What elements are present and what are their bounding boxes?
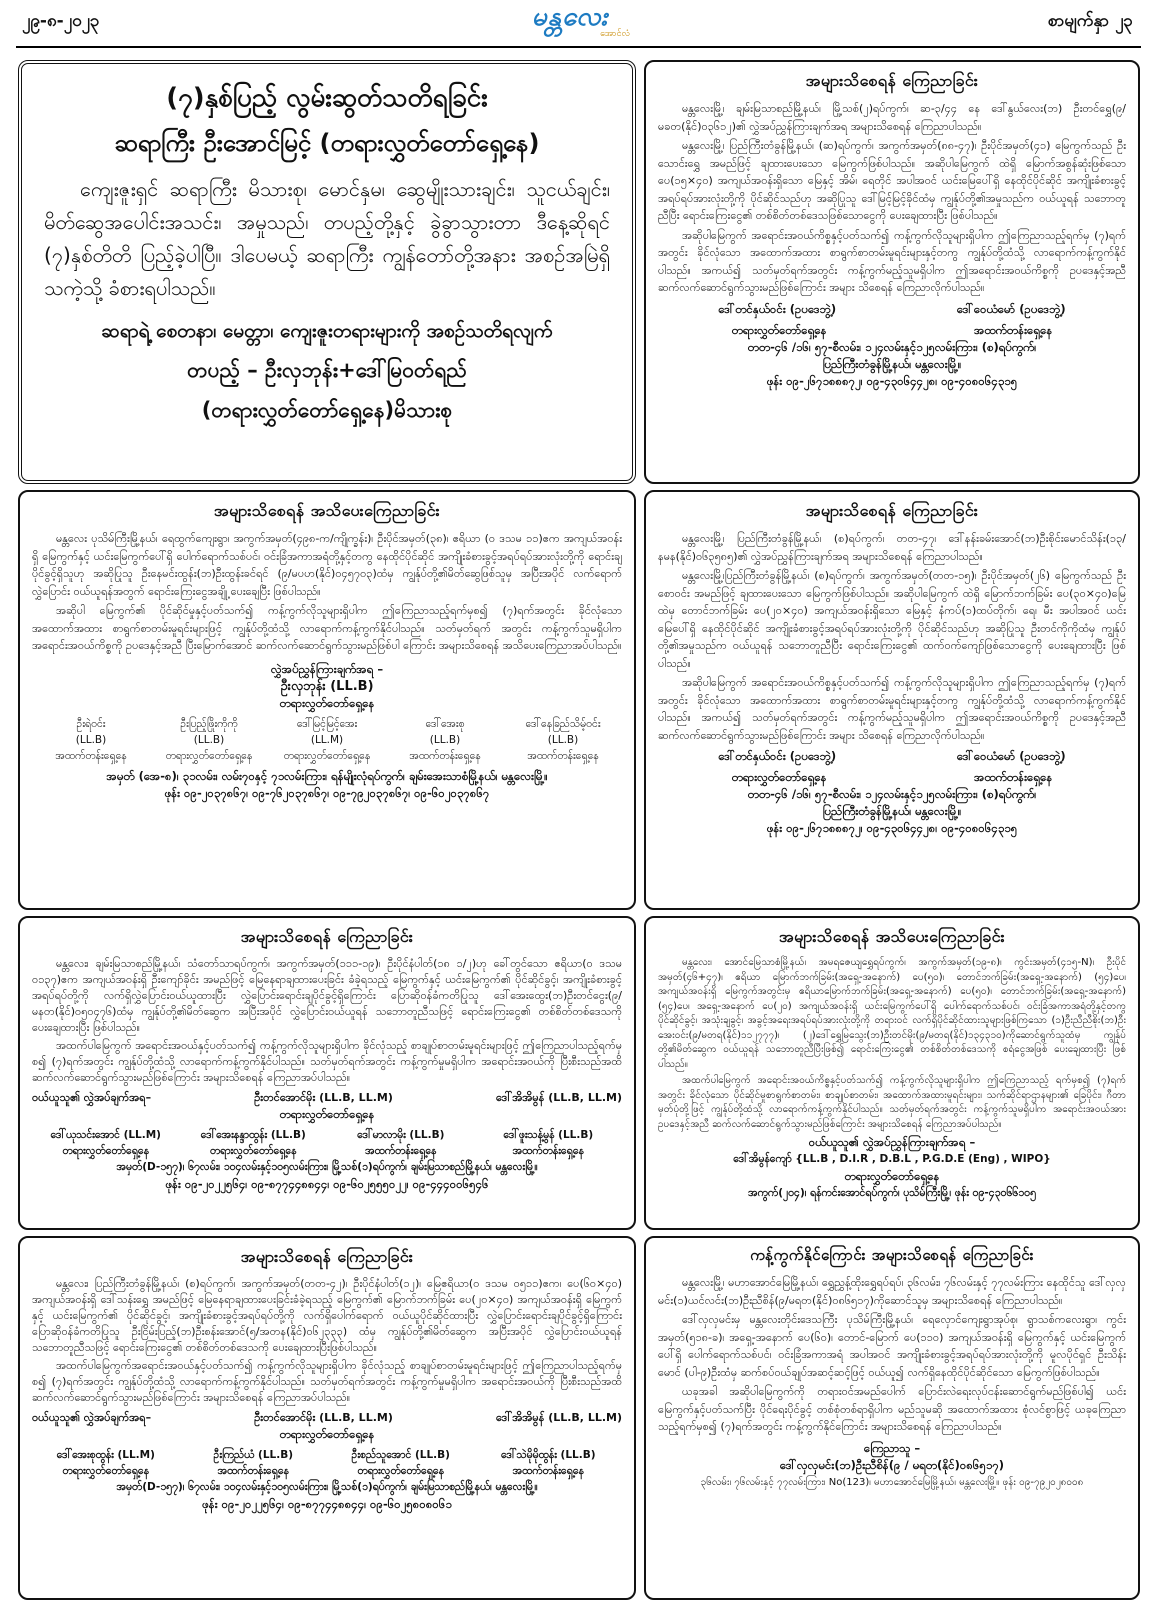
office-phone: ဖုန်း ၀၉-၂၆၇၁၈၈၈၇၂၊ ၀၉-၄၃၀၆၄၄၂၈၊ ၀၉-၄၀၈၀၆၄၃၁၅	[766, 821, 1018, 835]
office-address: အမှတ်(D-၁၅၇)၊ ၆၇လမ်း၊ ၁၀၄လမ်းနှင့်၁၀၅လမ်းကြား၊ မြို့သစ်(၁)ရပ်ကွက်၊ ချမ်းမြသာစည်မြို့နယ်၊ မန္တလေးမြို့။	[116, 1481, 538, 1493]
lawyer-entry: ဒေါ်အေးစုထွန်း (LL.M) တရားလွှတ်တော်ရှေ့နေ	[56, 1449, 155, 1477]
chief-lawyer-role: တရားလွှတ်တော်ရှေ့နေ	[279, 695, 375, 710]
notice-paragraph: ယခုအခါ အဆိုပါမြေကွက်ကို တရားဝင်အမည်ပေါက် ပြောင်းလဲရေးလုပ်ငန်းဆောင်ရွက်မည်ဖြစ်ပါ၍ ယင်းမြေကွက်နှင့်ပတ်သက်ပြီး ပိုင်ရေးပိုင်ခွင့် တစ်စုံတစ်ရာရှိပါက မည်သူမဆို အထောက်အထား စုံလင်စွာဖြင့် ယခုကြေညာသည့်ရက်မှစ၍ (၇)ရက်အတွင်း ကန့်ကွက်နိုင်ကြောင်း အများသိစေရန် ကြေညာပါသည်။	[658, 1385, 1126, 1433]
office-address: အမှတ် (အေ-၈)၊ ၃၁လမ်း၊ လမ်း၇၀နှင့် ၇၁လမ်းကြား၊ ရန်မျိုးလုံရပ်ကွက်၊ ချမ်းအေးသာစံမြို့နယ်၊ မန္တလေးမြို့။	[106, 768, 548, 783]
lawyer-roles	[658, 322, 1126, 339]
lawyer-name: ဒေါ်အိအိမွန် (LL.B, LL.M)	[495, 1411, 622, 1424]
notice-paragraph: မန္တလေးမြို့၊ ချမ်းမြသာစည်မြို့နယ်၊ မြို့သစ်(၂)ရပ်ကွက်၊ ဆ-၃/၄၄ နေ ဒေါ်နွယ်လေး(ဘ) ဦးတင်ရွှေ(၉/မခတ(နိုင်)၀၃၆၁၂)၏ လွှဲအပ်ညွှန်ကြားချက်အရ အများသိစေရန် ကြေညာပါသည်။	[658, 102, 1126, 133]
instruction-label: လွှဲအပ်ညွှန်ကြားချက်အရ –	[270, 661, 384, 676]
lawyer-entry: ဒေါ်နေခြည်သိမ့်ဝင်း (LL.B) အထက်တန်းရှေ့နေ	[525, 717, 601, 762]
lawyer-signatures	[658, 748, 1126, 765]
lawyer-role: တရားလွှတ်တော်ရှေ့နေ	[279, 1427, 375, 1441]
notice-heading: အများသိစေရန် ကြေညာခြင်း	[240, 927, 414, 946]
masthead-rule	[16, 46, 1141, 48]
announcer-name: ဒေါ်လှလှမင်း(ဘ)ဦးညီစိန်(၉ / မရတ(နိုင်)၀၈၆၅၁၇)	[779, 1457, 1005, 1472]
lawyer-role: အထက်တန်းရှေ့နေ	[974, 770, 1053, 784]
notice-paragraph: မန္တလေးမြို့၊ပြည်ကြီးတံခွန်မြို့နယ်၊ (စ)ရပ်ကွက်၊ အကွက်အမှတ်(တတ-၁၅)၊ ဦးပိုင်အမှတ်(၂၆) မြေကွက်သည် ဦးစောဝင်း အမည်ဖြင့် ချထားပေးသော မြေကွက်ဖြစ်ပါသည်။ အဆိုပါမြေကွက် ထဲရှိ မြောက်ဘက်ခြမ်း ပေ(၃၀×၄၀)မြေထဲမှ တောင်ဘက်ခြမ်း ပေ(၂၀×၄၀) အကျယ်အဝန်းရှိသော မြေနှင့် နံကပ်(၁)ထပ်တိုက်၊ ရေ၊ မီး အပါအဝင် ယင်းမြေပေါ်ရှိ နေထိုင်ပိုင်ဆိုင် အကျိုးခံစားခွင့်အရပ်ရပ်အားလုံးတို့ကို ပိုင်ဆိုင်သည်ဟု အဆိုပြုသူ ဦးတင်ကိုကိုထံမှ ကျွန်ုပ်တို့၏အမှုသည်က ဝယ်ယူရန် သဘောတူညီပြီး ရောင်းကြေးငွေ၏ ထက်ဝက်ကျော်ဖြစ်သောငွေကို ပေးချေထားပြီး ဖြစ်ပါသည်။	[658, 569, 1126, 670]
page-number: စာမျက်နှာ ၂၃	[1047, 11, 1133, 31]
lawyer-role: တရားလွှတ်တော်ရှေ့နေ	[844, 1169, 940, 1183]
lawyer-name: ဒေါ်အိမွန်ကျော် {LL.B , D.I.R , D.B.L , P.G.D.E (Eng) , WIPO}	[733, 1153, 1051, 1165]
notice-heading: ကန့်ကွက်နိုင်ကြောင်း အများသိစေရန် ကြေညာခြင်း	[750, 1246, 1034, 1264]
lawyer-role: အထက်တန်းရှေ့နေ	[974, 322, 1053, 337]
memorial-sign-line3: (တရားလွှတ်တော်ရှေ့နေ)မိသားစု	[201, 398, 453, 422]
office-township: ပြည်ကြီးတံခွန်မြို့နယ်၊ မန္တလေးမြို့။	[822, 356, 962, 371]
lawyer-roles	[658, 769, 1126, 786]
notice-paragraph: အထက်ပါမြေကွက် အရောင်းအဝယ်ကိစ္စနှင့်ပတ်သက်၍ ကန့်ကွက်လိုသူများရှိပါက ဤကြေညာသည့် ရက်မှစ၍ (၇)ရက်အတွင်း ခိုင်လုံသော ပိုင်ဆိုင်မှုစာရွက်စာတမ်း၊ စာချုပ်စာတမ်း၊ အထောက်အထားမူရင်းများ၊ သက်ဆိုင်ရာဌာနများ၏ ခြေပိုင်း၊ ဂီတာမှတ်ပုံတို့ဖြင့် ကျွန်ုပ်တို့ထံသို့ လာရောက်ကန့်ကွက်နိုင်ပါသည်။ သတ်မှတ်ရက်အတွင်း ကန့်ကွက်သူမရှိပါက အရောင်းအဝယ်အား ဥပဒေနှင့်အညီ ဆက်လက်ဆောင်ရွက်သွားမည်ဖြစ်ကြောင်း အများသိစေရန် ကြေညာအပ်ပါသည်။	[658, 1075, 1126, 1130]
notice-right-3	[644, 916, 1140, 1230]
notice-paragraph: မန္တလေး၊ ချမ်းမြသာစည်မြို့နယ်၊ သံတော်သာရပ်ကွက်၊ အကွက်အမှတ်(၁၁၁-၁၉)၊ ဦးပိုင်နံပါတ်(၁၈ ၁/၂)ဟု ခေါ်တွင်သော ဧရိယာ(၀ ဒသမ ၀၁၃၇)ဧက အကျယ်အဝန်းရှိ ဦးကျော်ခိုင်း အမည်ဖြင့် မြေနေရာချထားပေးခြင်း ခံခဲ့ရသည့် မြေကွက်နှင့် ယင်းမြေကွက်၏ ပိုင်ဆိုင်ခွင့်၊ အကျိုးခံစားခွင့်အရပ်ရပ်တို့ကို လက်ရှိလွှဲပြောင်းဝယ်ယူထားပြီး လွှဲပြောင်းရောင်းချပိုင်ခွင့်ရှိကြောင်း ပြောဆိုဝန်ခံကတိပြုသူ ဒေါ်အေးထွေး(ဘ)ဦးတင်ငွေး(၉/မနတ(နိုင်)၀၅၀၄၇၆)ထံမှ ကျွန်ုပ်တို့၏မိတ်ဆွေက အပြီးအပိုင် လွှဲပြောင်းဝယ်ယူရန် သဘောတူညီသဖြင့် ရောင်းကြေးငွေ၏ တစ်စိတ်တစ်ဒေသကို ပေးချေထားပြီး ဖြစ်ပါသည်။	[32, 957, 622, 1034]
lawyer-name: ဒေါ်ဝေယံမော် (ဥပဒေဘွဲ့)	[956, 301, 1066, 316]
chief-lawyer: ဦးလှဘုန်း (LL.B)	[280, 678, 374, 694]
announcer-label: ကြေညာသူ –	[863, 1440, 921, 1455]
memorial-sign-line2: တပည့် – ဦးလှဘုန်း+ဒေါ်မြဝတ်ရည်	[187, 358, 467, 382]
office-address: တတ-၄၆ /၁၆၊ ၅၇-စီလမ်း၊ ၁၂၄လမ်းနှင့်၁၂၅လမ်းကြား၊ (စ)ရပ်ကွက်၊	[747, 787, 1037, 801]
notice-left-4	[18, 1236, 636, 1600]
lawyer-entry: ဦးပြည့်ဖြိုးကိုကို (LL.B) တရားလွှတ်တော်ရှေ့နေ	[165, 717, 253, 762]
notice-right-2	[644, 490, 1140, 910]
logo-text: မန္တလေး	[531, 2, 609, 32]
announcer-address: ၃၆လမ်း၊ ၇၆လမ်းနှင့် ၇၇လမ်းကြား၊ No(123)၊ မဟာအောင်မြေမြို့နယ်၊ မန္တလေးမြို့။ ဖုန်း ၀၉-၇၉၂၀၂၈၀၀၈	[700, 1476, 1084, 1488]
notice-paragraph: မန္တလေး၊ အောင်မြေသာစံမြို့နယ်၊ အမရဇေယျရွှေရပ်ကွက်၊ အကွက်အမှတ်(၁၉-၈)၊ ကွင်းအမှတ်(၄၁၅-N)၊ ဦးပိုင်အမှတ်(၄၆+၄၇)၊ ဧရိယာ မြောက်ဘက်ခြမ်း(အရှေ့-အနောက်) ပေ(၅၀)၊ တောင်ဘက်ခြမ်း(အရှေ့-အနောက်) (၅၄)ပေ၊ အကျယ်အဝန်းရှိ မြေကွက်အတွင်းမှ ဧရိယာမြောက်ဘက်ခြမ်း(အရှေ့-အနောက်) ပေ(၅၀)၊ တောင်ဘက်ခြမ်း(အရှေ့-အနောက်)(၅၄)ပေ၊ အရှေ့-အနောက် ပေ(၂၀) အကျယ်အဝန်းရှိ ယင်းမြေကွက်ပေါ်ရှိ ပေါက်ရောက်သစ်ပင်၊ ဝင်းခြံအကာအရံတို့နှင့်တကွ ပိုင်ဆိုင်ခွင့်၊ အသုံးချခွင့်၊ အခွင့်အရေးအရပ်ရပ်အားလုံးတို့ကို တရားဝင် လက်ရှိပိုင်ဆိုင်ထားသူများဖြစ်ကြသော (၁)ဦးညီညီစိုး(ဘ)ဦးအေးဝင်း(၉/မတရ(နိုင်)၁၁၂၇၇၇)၊ (၂)ဒေါ်ရွှေမြသွေး(ဘ)ဦးတင်မိုး(၉/မတရ(နိုင်)၁၃၄၃၁၀)ကိုဆောင်ရွက်သူထံမှ ကျွန်ုပ်တို့၏မိတ်ဆွေက ဝယ်ယူရန် သဘောတူညီပြီးဖြစ်၍ ရောင်းကြေးငွေ၏ တစ်စိတ်တစ်ဒေသကို စရံငွေအဖြစ် ပေးချေထားပြီး ဖြစ်ပါသည်။	[658, 957, 1126, 1070]
notice-heading: အများသိစေရန် အသိပေးကြေညာခြင်း	[778, 927, 1006, 946]
buyer-label: ဝယ်ယူသူ၏ လွှဲအပ်ညွှန်ကြားချက်အရ –	[808, 1135, 976, 1149]
notice-right-1	[644, 60, 1140, 484]
lawyer-entry: ဒေါ်သဲမိုမိုထွန်း (LL.B) အထက်တန်းရှေ့နေ	[500, 1449, 596, 1477]
lawyer-name: ဒေါ်အိအိမွန် (LL.B, LL.M)	[495, 1091, 622, 1104]
notice-paragraph: မန္တလေးမြို့၊ ပြည်ကြီးတံခွန်မြို့နယ်၊ (စ)ရပ်ကွက်၊ တတ-၄၇၊ ဒေါ်နန်းခမ်းအောင်(ဘ)ဦးစိုင်းမောင်သိန်း(၁၃/နမန(နိုင်)၀၆၃၅၈၅)၏ လွှဲအပ်ညွှန်ကြားချက်အရ အများသိစေရန် ကြေညာပါသည်။	[658, 532, 1126, 563]
office-phone: ဖုန်း ၀၉-၂၀၃၇၈၆၇၊ ၀၉-၇၆၂၀၃၇၈၆၇၊ ၀၉-၇၉၂၀၃၇၈၆၇၊ ၀၉-၆၀၂၀၃၇၈၆၇	[164, 785, 490, 800]
lawyer-entry: ဒေါ်မာလာမိုး (LL.B) အထက်တန်းရှေ့နေ	[357, 1129, 445, 1157]
lawyer-entry: ဦးရဲဝင်း (LL.B) အထက်တန်းရှေ့နေ	[55, 717, 127, 762]
lawyer-name: ဒေါ်ဝေယံမော် (ဥပဒေဘွဲ့)	[956, 749, 1066, 763]
office-phone: ဖုန်း ၀၉-၂၀၂၂၅၆၄၊ ၀၉-၈၇၇၄၄၈၈၄၄၊ ၀၉-၆၀၂၅၈၀၈၀၆၁	[202, 1497, 452, 1511]
lawyer-list	[32, 1127, 622, 1159]
lawyer-entry: ဦးကြည်ယံ (LL.B) အထက်တန်းရှေ့နေ	[213, 1449, 293, 1477]
notice-paragraph: မန္တလေးမြို့၊ ပြည်ကြီးတံခွန်မြို့နယ်၊ (ဆ)ရပ်ကွက်၊ အကွက်အမှတ်(၈၈-၄၇)၊ ဦးပိုင်အမှတ်(၄၁) မြေကွက်သည် ဦးသောင်းရွှေ အမည်ဖြင့် ချထားပေးသော မြေကွက်ဖြစ်ပါသည်။ အဆိုပါမြေကွက် ထဲရှိ မြောက်အစွန်ဆုံးဖြစ်သော ပေ(၁၅×၄၀) အကျယ်အဝန်းရှိသော မြေနှင့် အိမ်၊ ရေတိုင် အပါအဝင် ယင်းမြေပေါ်ရှိ နေထိုင်ပိုင်ဆိုင် အကျိုးခံစားခွင့်အရပ်ရပ်အားလုံးတို့ကို ပိုင်ဆိုင်သည်ဟု အဆိုပြုသူ ဒေါ်မြင့်မြင့်ခိုင်ထံမှ ကျွန်ုပ်တို့၏အမှုသည်က ဝယ်ယူရန် သဘောတူညီပြီး ရောင်းကြေးငွေ၏ တစ်စိတ်တစ်ဒေသဖြစ်သောငွေကို ပေးချေထားပြီး ဖြစ်ပါသည်။	[658, 139, 1126, 222]
lawyer-entry: ဦးစည်သူအောင် (LL.B) တရားလွှတ်တော်ရှေ့နေ	[351, 1449, 450, 1477]
lawyer-name: ဦးတင်အောင်မိုး (LL.B, LL.M)	[254, 1411, 393, 1424]
office-phone: ဖုန်း ၀၉-၂၆၇၁၈၈၈၇၂၊ ၀၉-၄၃၀၆၄၄၂၈၊ ၀၉-၄၀၈၀၆၄၃၁၅	[766, 373, 1018, 388]
notice-paragraph: မန္တလေး ပုသိမ်ကြီးမြို့နယ်၊ ရေထွက်ကျေးရွာ၊ အကွက်အမှတ်(၄၉၈-က/ကျိုက္ခန်း)၊ ဦးပိုင်အမှတ်(၃၈)၊ ဧရိယာ (၀ ဒသမ ၁၁)ဧက အကျယ်အဝန်းရှိ မြေကွက်နှင့် ယင်းမြေကွက်ပေါ်ရှိ ပေါက်ရောက်သစ်ပင်၊ ဝင်းခြံအကာအရံတို့နှင့်တကွ နေထိုင်ပိုင်ဆိုင် အကျိုးခံစားခွင့်အရပ်ရပ်အားလုံးတို့ကို ရောင်းချပိုင်ခွင့်ရှိသူဟု အဆိုပြုသူ ဦးနေမင်းထွန်း(ဘ)ဦးထွန်းခင်ရင် (၉/မပဟ(နိုင်)၀၄၅၇၀၃)ထံမှ ကျွန်ုပ်တို့၏မိတ်ဆွေဖြစ်သူမှ အပြီးအပိုင် လက်ရောက်လွှဲပြောင်း ဝယ်ယူရန်အတွက် ရောင်းကြေးငွေအချို့ ပေးချေပြီး ဖြစ်ပါသည်။	[32, 532, 622, 598]
office-address: တတ-၄၆ /၁၆၊ ၅၇-စီလမ်း၊ ၁၂၄လမ်းနှင့်၁၂၅လမ်းကြား၊ (စ)ရပ်ကွက်၊	[747, 339, 1037, 354]
office-township: ပြည်ကြီးတံခွန်မြို့နယ်၊ မန္တလေးမြို့။	[822, 804, 962, 818]
logo-subtext: အောင်လံ	[600, 29, 630, 39]
notice-left-2	[18, 490, 636, 910]
notice-paragraph: အထက်ပါမြေကွက်အရောင်းအဝယ်နှင့်ပတ်သက်၍ ကန့်ကွက်လိုသူများရှိပါက ခိုင်လုံသည့် စာချုပ်စာတမ်းမူရင်းများဖြင့် ဤကြေညာပါသည့်ရက်မှစ၍ (၇)ရက်အတွင်း ကျွန်ုပ်တို့ထံသို့ လာရောက်ကန့်ကွက်နိုင်ပါသည်။ သတ်မှတ်ရက်အတွင်း ကန့်ကွက်မှုမရှိပါက အရောင်းအဝယ်ကို ပြီးစီးသည်အထိ ဆက်လက်ဆောင်ရွက်သွားမည်ဖြစ်ကြောင်း အများသိစေရန် ကြေညာအပ်ပါသည်။	[32, 1359, 622, 1404]
lawyer-role: တရားလွှတ်တော်ရှေ့နေ	[731, 770, 827, 784]
memorial-title: (၇)နှစ်ပြည့် လွမ်းဆွတ်သတိရခြင်း	[166, 83, 488, 113]
notice-left-3	[18, 916, 636, 1230]
lawyer-name: ဒေါ်တင်နှယ်ဝင်း (ဥပဒေဘွဲ့)	[718, 749, 837, 763]
buyer-label: ဝယ်ယူသူ၏ လွှဲအပ်ချက်အရ–	[32, 1091, 152, 1104]
lawyer-role: တရားလွှတ်တော်ရှေ့နေ	[279, 1107, 375, 1121]
memorial-sign-line1: ဆရာရဲ့ စေတနာ၊ မေတ္တာ၊ ကျေးဇူးတရားများကို အစဉ်သတိရလျက်	[101, 320, 553, 342]
notice-paragraph: အထက်ပါမြေကွက် အရောင်းအဝယ်နှင့်ပတ်သက်၍ ကန့်ကွက်လိုသူများရှိပါက ခိုင်လုံသည့် စာချုပ်စာတမ်းမူရင်းများဖြင့် ဤကြေညာပါသည့်ရက်မှစ၍ (၇)ရက်အတွင်း ကျွန်ုပ်တို့ထံသို့ လာရောက်ကန့်ကွက်နိုင်ပါသည်။ သတ်မှတ်ရက်အတွင်း ကန့်ကွက်မှုမရှိပါက အရောင်းအဝယ်ကို ပြီးစီးသည်အထိ ဆက်လက်ဆောင်ရွက်သွားမည်ဖြစ်ကြောင်း အများသိစေရန် ကြေညာအပ်ပါသည်။	[32, 1039, 622, 1084]
signature-top-row	[32, 1090, 622, 1106]
memorial-notice	[18, 60, 636, 484]
office-address: အမှတ်(D-၁၅၇)၊ ၆၇လမ်း၊ ၁၀၄လမ်းနှင့်၁၀၅လမ်းကြား၊ မြို့သစ်(၁)ရပ်ကွက်၊ ချမ်းမြသာစည်မြို့နယ်၊ မန္တလေးမြို့။	[116, 1161, 538, 1173]
notice-paragraph: အဆိုပါမြေကွက် အရောင်းအဝယ်ကိစ္စနှင့်ပတ်သက်၍ ကန့်ကွက်လိုသူများရှိပါက ဤကြေညာသည့်ရက်မှ (၇)ရက်အတွင်း ခိုင်လုံသော အထောက်အထား စာရွက်စာတမ်းမူရင်းများနှင့်တကွ ကျွန်ုပ်တို့ထံသို့ လာရောက်ကန့်ကွက်နိုင်ပါသည်။ အကယ်၍ သတ်မှတ်ရက်အတွင်း ကန့်ကွက်မည့်သူမရှိပါက ဤအရောင်းအဝယ်ကိစ္စကို ဥပဒေနှင့်အညီ ဆက်လက်ဆောင်ရွက်သွားမည်ဖြစ်ကြောင်း အများ သိစေရန် ကြေညာလိုက်ပါသည်။	[658, 676, 1126, 742]
lawyer-entry: ဒေါ်အေးစု (LL.B) အထက်တန်းရှေ့နေ	[409, 717, 481, 762]
notice-paragraph: အဆိုပါ မြေကွက်၏ ပိုင်ဆိုင်မှုနှင့်ပတ်သက်၍ ကန့်ကွက်လိုသူများရှိပါက ဤကြေညာသည့်ရက်မှစ၍ (၇)ရက်အတွင်း ခိုင်လုံသော အထောက်အထား စာရွက်စာတမ်းမူရင်းများဖြင့် ကျွန်ုပ်တို့ထံသို့ လာရောက်ကန့်ကွက်နိုင်ပါသည်။ သတ်မှတ်ရက် အတွင်း ကန့်ကွက်သူမရှိပါက အရောင်းအဝယ်ကိစ္စကို ဥပဒေနှင့်အညီ ပြီးမြောက်အောင် ဆက်လက်ဆောင်ရွက်သွားမည်ဖြစ်ပါ ကြောင်း အများသိစေရန် အသိပေးကြေညာအပ်ပါသည်။	[32, 604, 622, 652]
lawyer-list	[32, 1447, 622, 1479]
masthead	[0, 0, 1157, 52]
lawyer-list	[32, 716, 622, 764]
newspaper-logo	[510, 0, 630, 44]
notice-heading: အများသိစေရန် ကြေညာခြင်း	[240, 1247, 414, 1266]
notice-heading: အများသိစေရန် အသိပေးကြေညာခြင်း	[213, 501, 441, 520]
lawyer-name: ဦးတင်အောင်မိုး (LL.B, LL.M)	[254, 1091, 393, 1104]
notice-right-4	[644, 1236, 1140, 1600]
lawyer-entry: ဒေါ်အေးနန္ဒာထွန်း (LL.B) တရားလွှတ်တော်ရှေ့နေ	[200, 1129, 306, 1157]
lawyer-entry: ဒေါ်မြင့်မြင့်အေး (LL.M) တရားလွှတ်တော်ရှေ့နေ	[283, 717, 371, 762]
lawyer-entry: ဒေါ်ယုသင်းအောင် (LL.M) တရားလွှတ်တော်ရှေ့နေ	[50, 1129, 161, 1157]
notice-paragraph: မန္တလေး၊ ပြည်ကြီးတံခွန်မြို့နယ်၊ (စ)ရပ်ကွက်၊ အကွက်အမှတ်(တတ-၄၂)၊ ဦးပိုင်နံပါတ်(၁၂)၊ မြေဧရိယာ(၀ ဒသမ ၀၅၁၁)ဧက၊ ပေ(၆၀×၄၀) အကျယ်အဝန်းရှိ ဒေါ်သန်းရွှေ အမည်ဖြင့် မြေနေရာချထားပေးခြင်းခံခဲ့ရသည့် မြေကွက်၏ မြောက်ဘက်ခြမ်း ပေ(၂၀×၄၀) အကျယ်အဝန်းရှိ မြေကွက်နှင့် ယင်းမြေကွက်၏ ပိုင်ဆိုင်ခွင့်၊ အကျိုးခံစားခွင့်အရပ်ရပ်တို့ကို လက်ရှိပေါက်ရောက် ဝယ်ယူပိုင်ဆိုင်ထားပြီး လွှဲပြောင်းရောင်းချပိုင်ခွင့်ရှိကြောင်း ပြောဆိုဝန်ခံကတိပြုသူ ဦးငြိမ်းပြည့်(ဘ)ဦးစန်းအောင်(၅/အတန(နိုင်)၀၆၂၃၃၃) ထံမှ ကျွန်ုပ်တို့၏မိတ်ဆွေက အပြီးအပိုင် လွှဲပြောင်းဝယ်ယူရန် သဘောတူညီသဖြင့် ရောင်းကြေးငွေ၏ တစ်စိတ်တစ်ဒေသကို ပေးချေထားပြီးဖြစ်ပါသည်။	[32, 1277, 622, 1354]
lawyer-signatures	[658, 301, 1126, 318]
office-phone: ဖုန်း ၀၉-၂၀၂၂၅၆၄၊ ၀၉-၈၇၇၄၄၈၈၄၄၊ ၀၉-၆၀၂၅၅၅၀၂၂၊ ၀၉-၄၄၄၀၀၆၅၄၆	[165, 1177, 489, 1191]
notice-paragraph: ဒေါ်လှလှမင်းမှ မန္တလေးတိုင်းဒေသကြီး ပုသိမ်ကြီးမြို့နယ်၊ ရေလှောင်ကျေးရွာအုပ်စု၊ ရွာသစ်ကလေးရွာ၊ ကွင်းအမှတ်(၅၁၈-ခ)၊ အရှေ့-အနောက် ပေ(၆၀)၊ တောင်-မြောက် ပေ(၁၁၀) အကျယ်အဝန်းရှိ မြေကွက်နှင့် ယင်းမြေကွက်ပေါ်ရှိ ပေါက်ရောက်သစ်ပင်၊ ဝင်းခြံအကာအရံ အပါအဝင် အကျိုးခံစားခွင့်အရပ်ရပ်အားလုံးတို့ကို မူလပိုင်ရှင် ဦးသိန်းမောင် (ပါ-၉)ဦးထံမှ ဆက်စပ်ဝယ်ချုပ်အဆင့်ဆင့်ဖြင့် ဝယ်ယူ၍ လက်ရှိနေထိုင်ပိုင်ဆိုင်သော မြေကွက်ဖြစ်ပါသည်။	[658, 1313, 1126, 1379]
buyer-label: ဝယ်ယူသူ၏ လွှဲအပ်ချက်အရ–	[32, 1411, 152, 1424]
memorial-body: ကျေးဇူးရှင် ဆရာကြီး မိသားစု၊ မောင်နှမ၊ ဆွေမျိုးသားချင်း၊ သူငယ်ချင်း၊ မိတ်ဆွေအပေါင်းအသင်း၊ အမှုသည်၊ တပည့်တို့နှင့် ခွဲခွာသွားတာ ဒီနေ့ဆိုရင် (၇)နှစ်တိတိ ပြည့်ခဲ့ပါပြီ။ ဒါပေမယ့် ဆရာကြီး ကျွန်တော်တို့အနား အစဉ်အမြဲရှိသကဲ့သို့ ခံစားရပါသည်။	[44, 177, 610, 300]
lawyer-entry: ဒေါ်ဖူးသန့်မွန် (LL.B) အထက်တန်းရှေ့နေ	[503, 1129, 594, 1157]
notice-paragraph: အဆိုပါမြေကွက် အရောင်းအဝယ်ကိစ္စနှင့်ပတ်သက်၍ ကန့်ကွက်လိုသူများရှိပါက ဤကြေညာသည့်ရက်မှ (၇)ရက်အတွင်း ခိုင်လုံသော အထောက်အထား စာရွက်စာတမ်းမူရင်းများနှင့်တကွ ကျွန်ုပ်တို့ထံသို့ လာရောက်ကန့်ကွက်နိုင်ပါသည်။ အကယ်၍ သတ်မှတ်ရက်အတွင်း ကန့်ကွက်မည့်သူမရှိပါက ဤအရောင်းအဝယ်ကိစ္စကို ဥပဒေနှင့်အညီ ဆက်လက်ဆောင်ရွက်သွားမည်ဖြစ်ကြောင်း အများ သိစေရန် ကြေညာလိုက်ပါသည်။	[658, 228, 1126, 294]
lawyer-role: တရားလွှတ်တော်ရှေ့နေ	[731, 322, 827, 337]
notice-heading: အများသိစေရန် ကြေညာခြင်း	[805, 71, 979, 90]
signature-top-row	[32, 1410, 622, 1426]
notice-heading: အများသိစေရန် ကြေညာခြင်း	[805, 501, 979, 520]
issue-date: ၂၉-၈-၂၀၂၃	[22, 11, 100, 31]
notice-paragraph: မန္တလေးမြို့၊ မဟာအောင်မြေမြို့နယ်၊ ရွှေညွှန့်ထိုးရွှေရပ်ရပ်၊ ၃၆လမ်း၊ ၇၆လမ်းနှင့် ၇၇လမ်းကြား နေထိုင်သူ ဒေါ်လှလှမင်း(၁)ယင်လင်း(ဘ)ဦးညီစိန်(၉/မရတ(နိုင်)၀၈၆၅၁၇)ကိုဆောင်သူမှ အများသိစေရန် ကြေညာပါသည်။	[658, 1276, 1126, 1307]
lawyer-name: ဒေါ်တင်နှယ်ဝင်း (ဥပဒေဘွဲ့)	[718, 301, 837, 316]
memorial-name: ဆရာကြီး ဦးအောင်မြင့် (တရားလွှတ်တော်ရှေ့နေ)	[114, 129, 540, 157]
office-address: အကွက်(၂၀၄)၊ ရန်ကင်းအောင်ရပ်ကွက်၊ ပုသိမ်ကြီးမြို့၊ ဖုန်း ၀၉-၄၃၀၆၆၁၀၅	[748, 1187, 1036, 1199]
